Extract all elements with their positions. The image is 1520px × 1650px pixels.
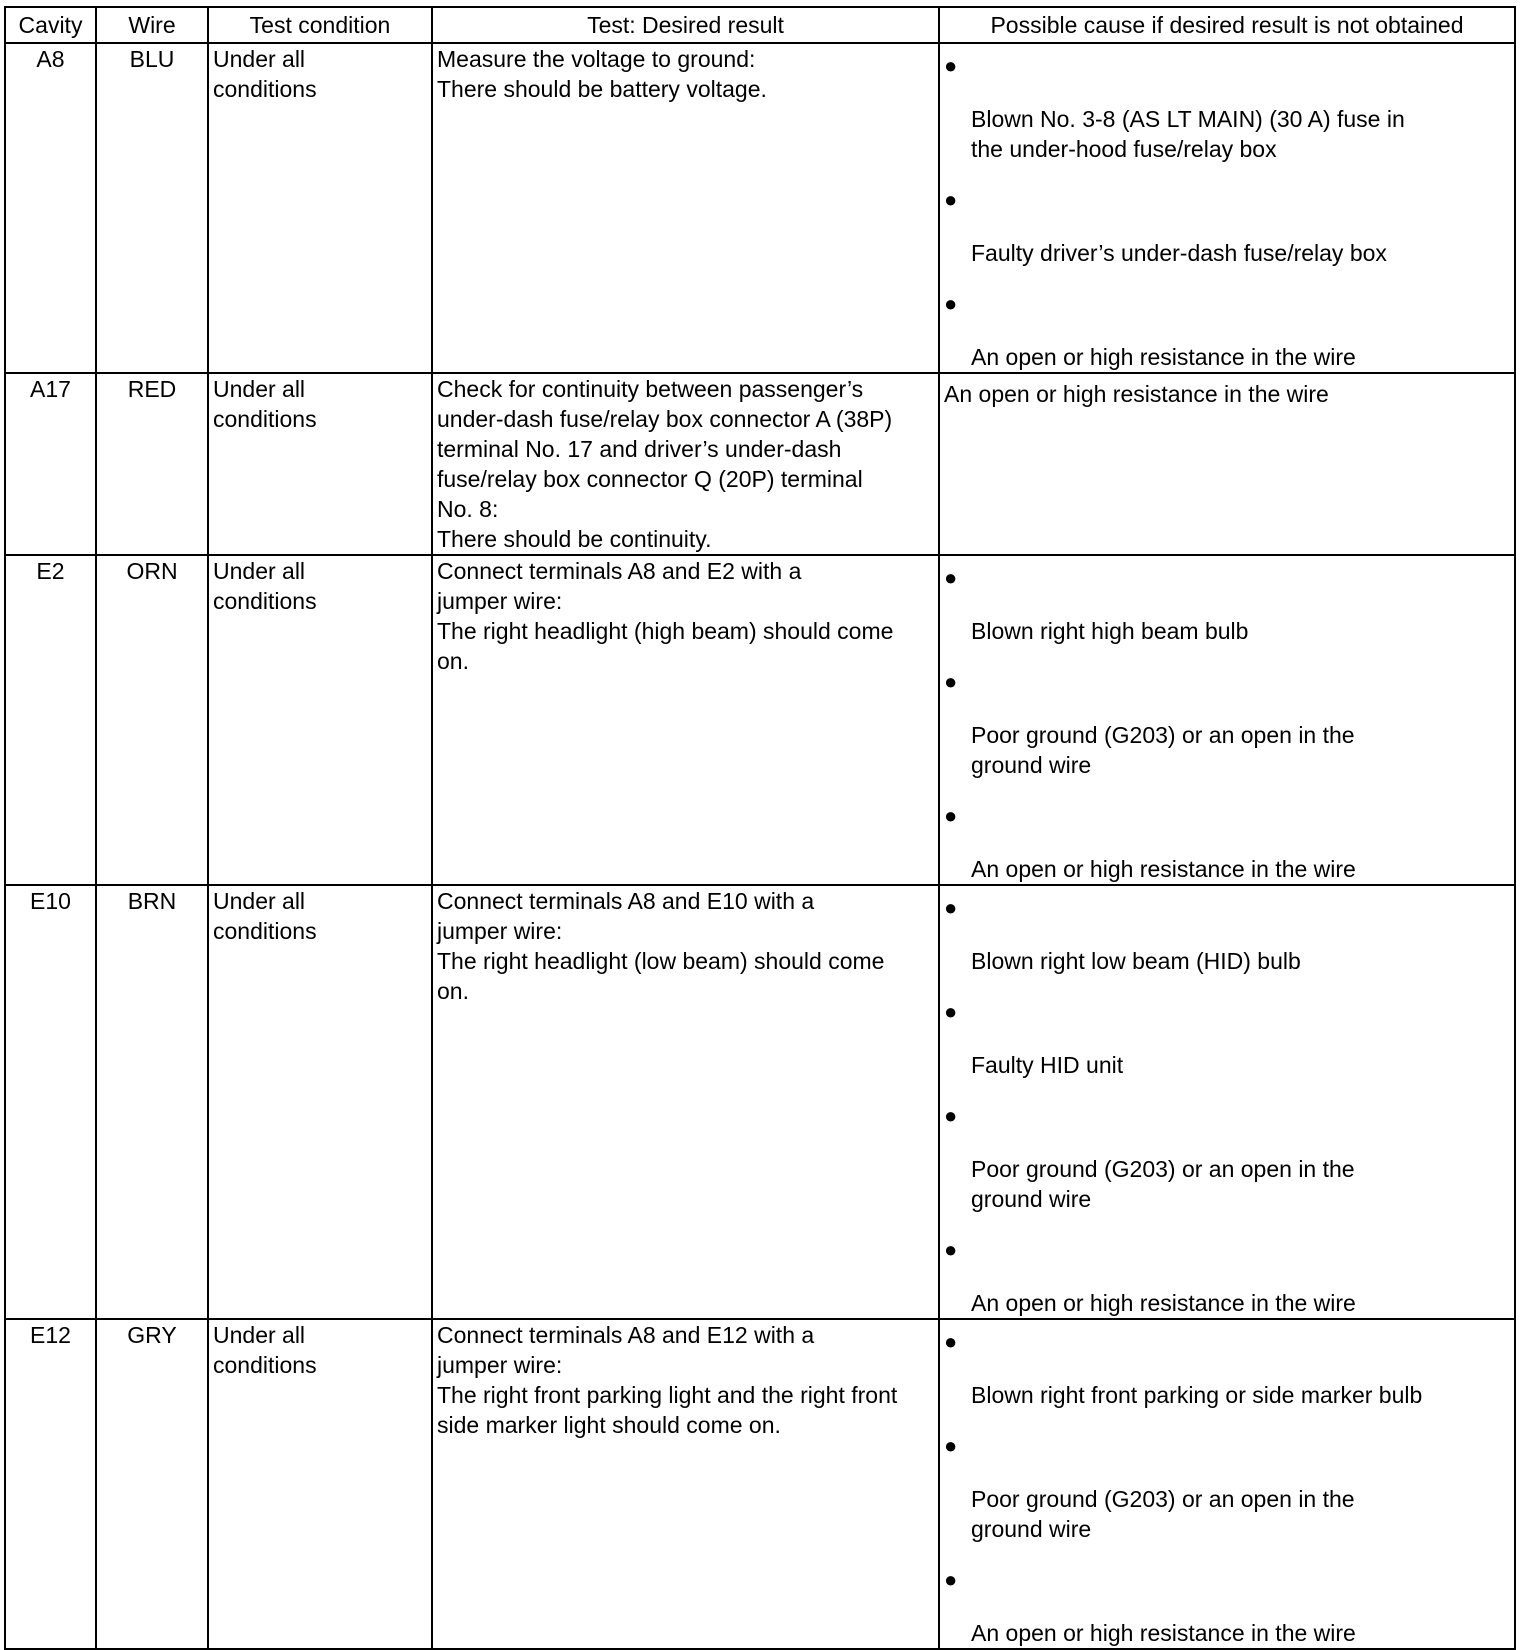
cavity-cell: A8 (5, 43, 96, 373)
cause-text (971, 1154, 1510, 1214)
bullet-icon: ● (944, 895, 958, 920)
cause-line: An open or high resistance in the wire (944, 381, 1329, 407)
test-line: Connect terminals A8 and E10 with a (437, 888, 815, 914)
cause-line: Faulty driver’s under-dash fuse/relay box (971, 240, 1387, 266)
cause-item (944, 563, 1510, 646)
test-line: Check for continuity between passenger’s (437, 376, 864, 402)
test-line: jumper wire: (437, 588, 563, 614)
cause-text (971, 238, 1510, 268)
wire-cell: BLU (96, 43, 208, 373)
test-result-cell (432, 373, 939, 555)
cavity-cell: A17 (5, 373, 96, 555)
bullet-icon: ● (944, 1567, 958, 1592)
cause-text (971, 1288, 1510, 1318)
header-test-desired-result: Test: Desired result (432, 7, 939, 43)
cause-line: An open or high resistance in the wire (971, 1620, 1356, 1646)
bullet-icon: ● (944, 1237, 958, 1262)
cavity-cell: E2 (5, 555, 96, 885)
header-possible-cause: Possible cause if desired result is not obtained (939, 7, 1515, 43)
cause-item (944, 51, 1510, 164)
bullet-icon: ● (944, 999, 958, 1024)
possible-cause-cell (939, 373, 1515, 555)
test-result-cell (432, 885, 939, 1319)
cause-item (944, 1565, 1510, 1648)
test-line: No. 8: (437, 496, 499, 522)
test-condition-cell (208, 555, 432, 885)
cavity-cell: E12 (5, 1319, 96, 1649)
condition-line: conditions (213, 588, 317, 614)
table-row (5, 555, 1515, 885)
condition-line: Under all (213, 376, 306, 402)
header-test-condition: Test condition (208, 7, 432, 43)
cause-line: Blown right high beam bulb (971, 618, 1249, 644)
test-line: The right front parking light and the right front (437, 1382, 898, 1408)
test-condition-cell (208, 885, 432, 1319)
bullet-icon: ● (944, 187, 958, 212)
condition-line: Under all (213, 1322, 306, 1348)
test-line: Connect terminals A8 and E12 with a (437, 1322, 815, 1348)
condition-line: conditions (213, 918, 317, 944)
cause-list (944, 1327, 1510, 1648)
bullet-icon: ● (944, 669, 958, 694)
test-result-cell (432, 555, 939, 885)
cause-item (944, 667, 1510, 780)
cause-line: ground wire (971, 1186, 1092, 1212)
condition-line: Under all (213, 888, 306, 914)
bullet-icon: ● (944, 565, 958, 590)
bullet-icon: ● (944, 803, 958, 828)
cause-line: Poor ground (G203) or an open in the (971, 722, 1355, 748)
bullet-icon: ● (944, 1433, 958, 1458)
header-row (5, 7, 1515, 43)
diagnostic-table (4, 6, 1516, 1650)
condition-line: conditions (213, 76, 317, 102)
test-line: The right headlight (high beam) should come (437, 618, 894, 644)
table-row (5, 373, 1515, 555)
cause-line: Blown No. 3-8 (AS LT MAIN) (30 A) fuse in (971, 106, 1405, 132)
bullet-icon: ● (944, 291, 958, 316)
wire-cell: ORN (96, 555, 208, 885)
possible-cause-cell (939, 1319, 1515, 1649)
test-condition-cell (208, 43, 432, 373)
cause-line: Blown right front parking or side marker bulb (971, 1382, 1423, 1408)
test-line: There should be battery voltage. (437, 76, 767, 102)
table-row (5, 885, 1515, 1319)
test-line: Connect terminals A8 and E2 with a (437, 558, 802, 584)
cause-text (971, 104, 1510, 164)
test-line: There should be continuity. (437, 526, 712, 552)
test-condition-cell (208, 1319, 432, 1649)
bullet-icon: ● (944, 1329, 958, 1354)
test-line: terminal No. 17 and driver’s under-dash (437, 436, 842, 462)
cause-text (971, 1050, 1510, 1080)
cause-line: An open or high resistance in the wire (971, 1290, 1356, 1316)
cause-text (971, 342, 1510, 372)
cause-list (944, 51, 1510, 372)
test-line: fuse/relay box connector Q (20P) terminal (437, 466, 863, 492)
test-line: jumper wire: (437, 918, 563, 944)
header-wire: Wire (96, 7, 208, 43)
test-line: jumper wire: (437, 1352, 563, 1378)
cause-list (944, 563, 1510, 884)
cause-text (971, 1618, 1510, 1648)
wire-cell: RED (96, 373, 208, 555)
cause-item (944, 893, 1510, 976)
cause-item (944, 1235, 1510, 1318)
test-line: under-dash fuse/relay box connector A (38P) (437, 406, 893, 432)
bullet-icon: ● (944, 1103, 958, 1128)
cause-text (971, 720, 1510, 780)
cause-line: Faulty HID unit (971, 1052, 1124, 1078)
test-line: on. (437, 648, 469, 674)
cause-item (944, 801, 1510, 884)
test-line: on. (437, 978, 469, 1004)
possible-cause-cell (939, 885, 1515, 1319)
header-cavity: Cavity (5, 7, 96, 43)
test-line: The right headlight (low beam) should come (437, 948, 885, 974)
cause-line: An open or high resistance in the wire (971, 344, 1356, 370)
cause-list (944, 893, 1510, 1318)
cause-item (944, 1327, 1510, 1410)
possible-cause-cell (939, 555, 1515, 885)
condition-line: Under all (213, 558, 306, 584)
wire-cell: GRY (96, 1319, 208, 1649)
cause-line: Poor ground (G203) or an open in the (971, 1486, 1355, 1512)
condition-line: Under all (213, 46, 306, 72)
cavity-cell: E10 (5, 885, 96, 1319)
cause-line: ground wire (971, 1516, 1092, 1542)
test-result-cell (432, 43, 939, 373)
condition-line: conditions (213, 1352, 317, 1378)
cause-line: Blown right low beam (HID) bulb (971, 948, 1301, 974)
cause-item (944, 1101, 1510, 1214)
cause-line: An open or high resistance in the wire (971, 856, 1356, 882)
cause-line: the under-hood fuse/relay box (971, 136, 1277, 162)
cause-item (944, 997, 1510, 1080)
cause-item (944, 1431, 1510, 1544)
test-condition-cell (208, 373, 432, 555)
cause-text (971, 616, 1510, 646)
cause-item (944, 289, 1510, 372)
cause-line: ground wire (971, 752, 1092, 778)
test-line: Measure the voltage to ground: (437, 46, 756, 72)
possible-cause-cell (939, 43, 1515, 373)
cause-text (971, 946, 1510, 976)
table-row (5, 43, 1515, 373)
condition-line: conditions (213, 406, 317, 432)
wire-cell: BRN (96, 885, 208, 1319)
table-row (5, 1319, 1515, 1649)
cause-text (971, 1380, 1510, 1410)
cause-text (971, 854, 1510, 884)
cause-item (944, 185, 1510, 268)
cause-line: Poor ground (G203) or an open in the (971, 1156, 1355, 1182)
test-line: side marker light should come on. (437, 1412, 781, 1438)
bullet-icon: ● (944, 53, 958, 78)
cause-text (971, 1484, 1510, 1544)
test-result-cell (432, 1319, 939, 1649)
